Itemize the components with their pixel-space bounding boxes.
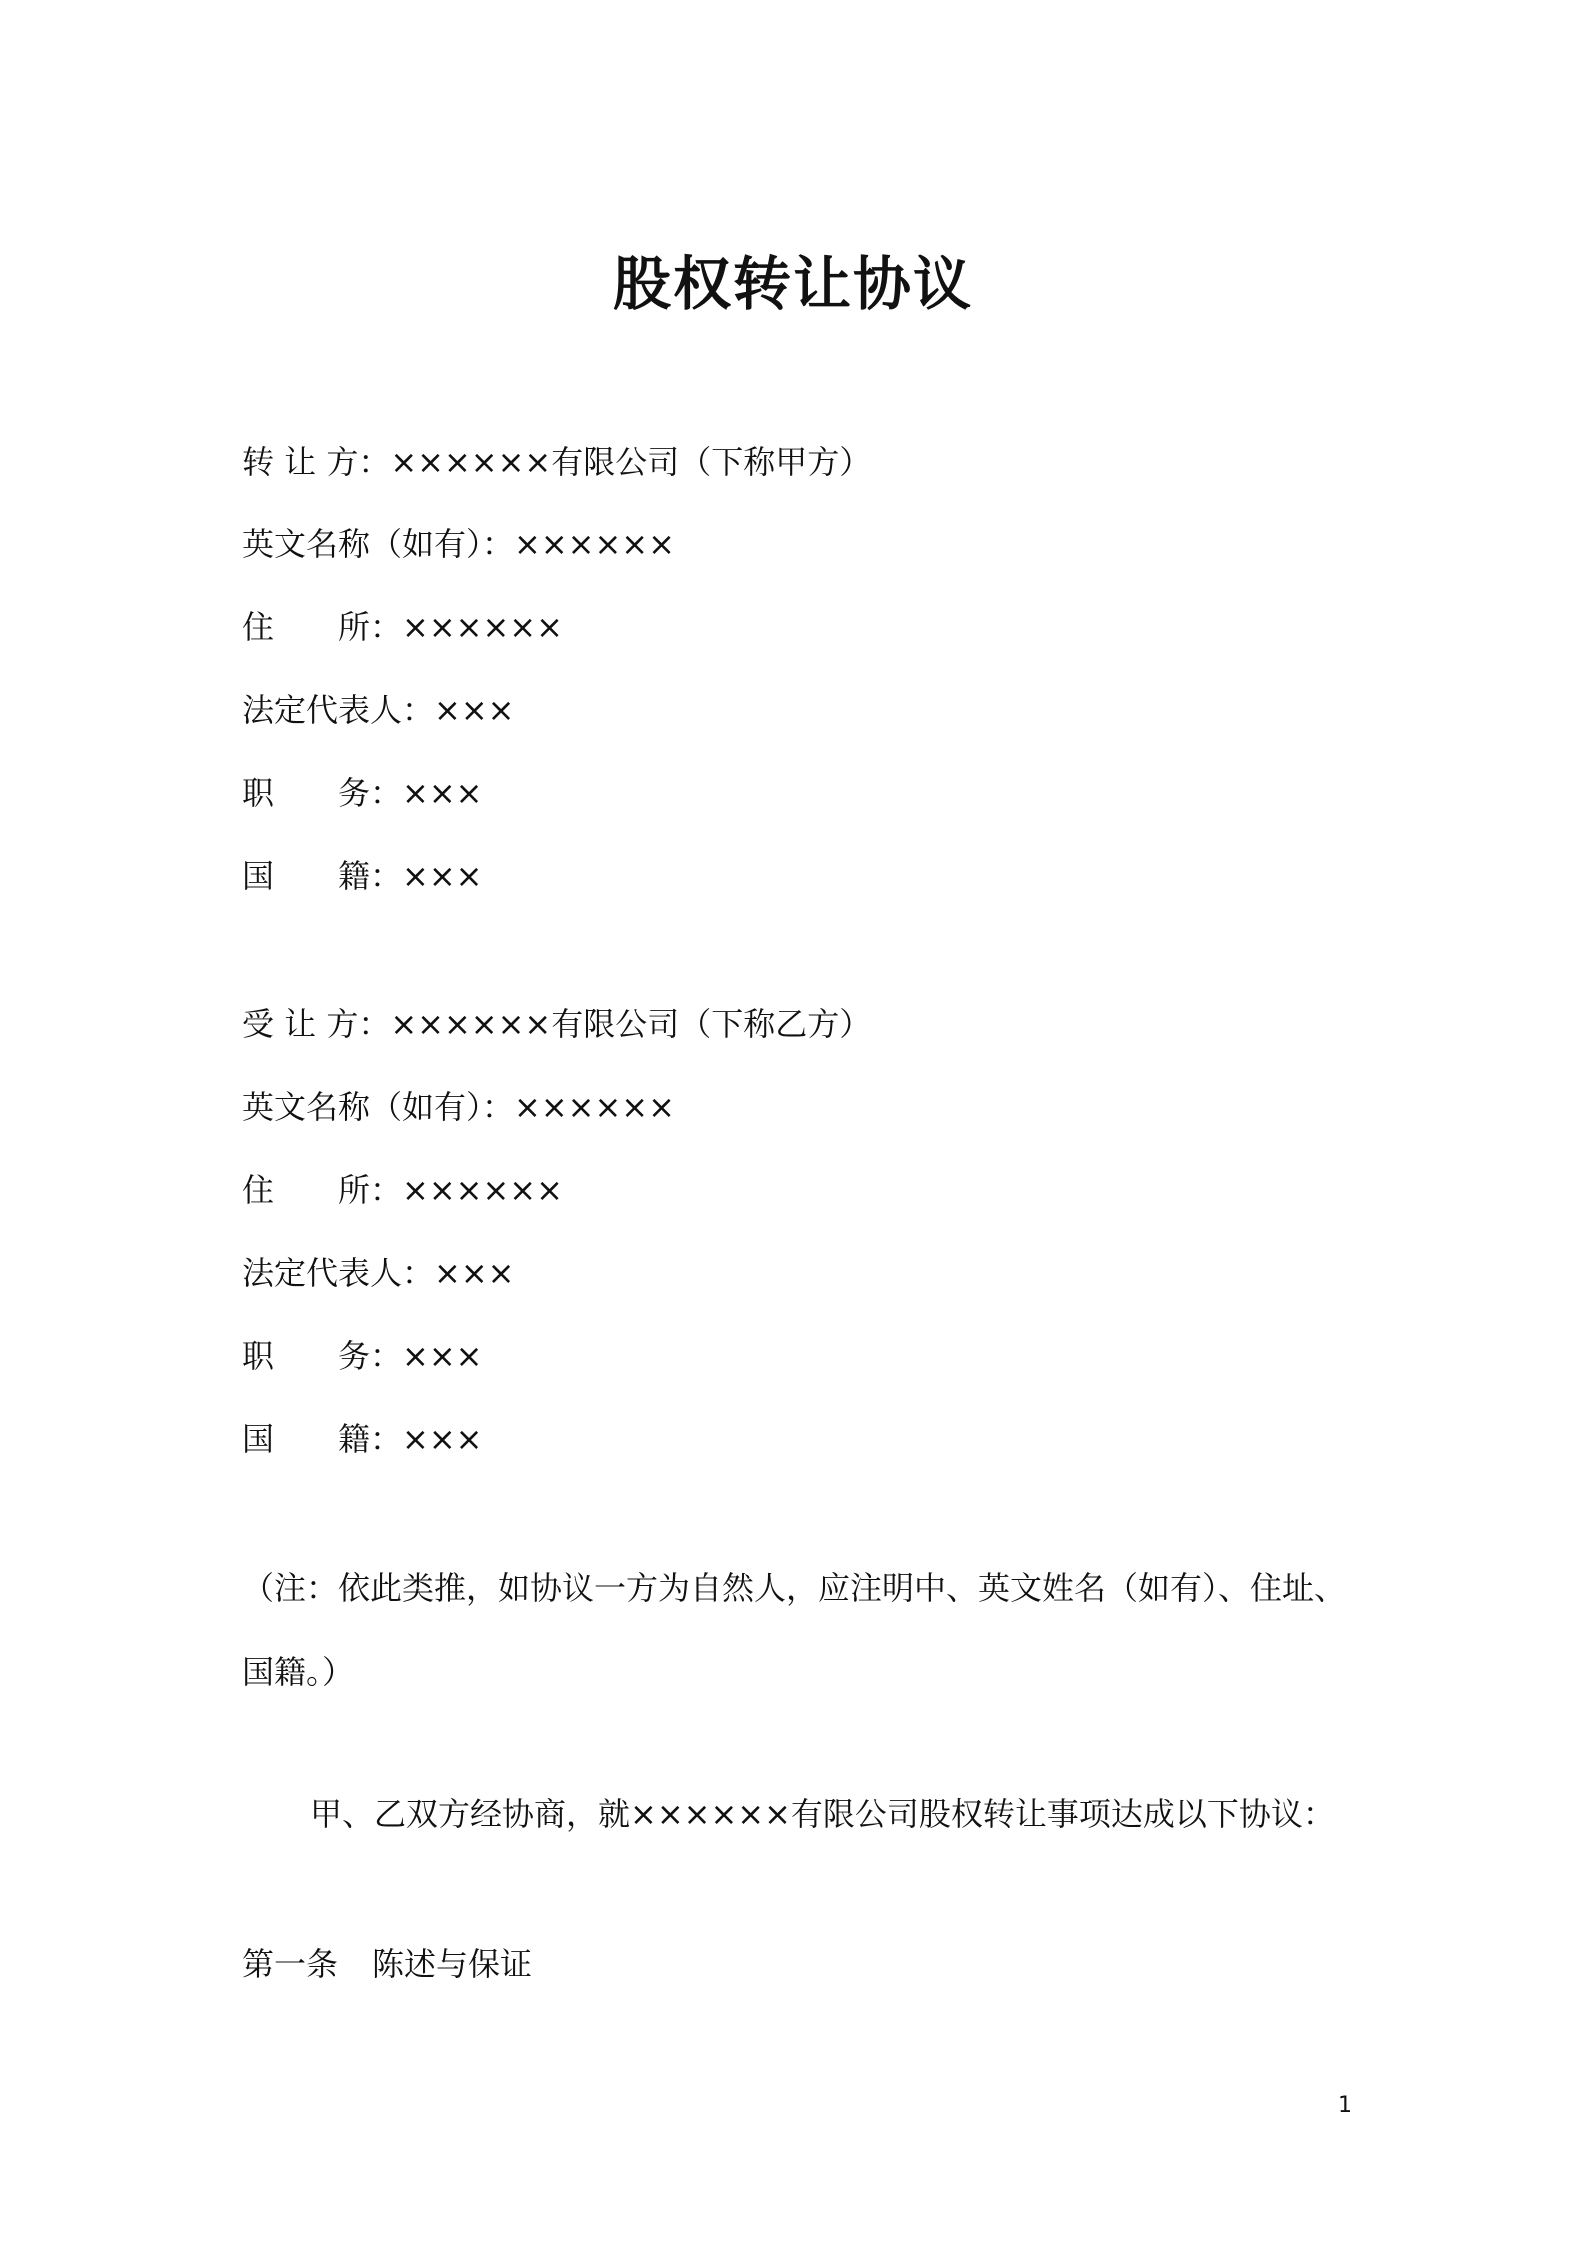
transferor-name-label: 转 让 方： bbox=[242, 443, 391, 481]
transferee-nationality-label: 国 籍： bbox=[242, 1420, 403, 1458]
transferor-address-value: ×××××× bbox=[402, 608, 563, 646]
transferor-english-line bbox=[242, 522, 675, 566]
transferee-rep-label: 法定代表人： bbox=[242, 1254, 435, 1292]
transferee-position-label: 职 务： bbox=[242, 1337, 403, 1375]
transferee-address-line bbox=[242, 1168, 563, 1212]
transferee-name-label: 受 让 方： bbox=[242, 1005, 391, 1043]
transferor-position-line bbox=[242, 771, 482, 815]
transferee-name-value: ××××××有限公司（下称乙方） bbox=[390, 1005, 872, 1043]
transferee-nationality-value: ××× bbox=[402, 1420, 483, 1458]
article-number: 第一条 bbox=[242, 1945, 339, 1983]
transferor-nationality-value: ××× bbox=[402, 857, 483, 895]
transferee-nationality-line bbox=[242, 1417, 482, 1461]
transferee-rep-line bbox=[242, 1251, 514, 1295]
transferee-address-label: 住 所： bbox=[242, 1171, 403, 1209]
transferee-english-value: ×××××× bbox=[514, 1088, 675, 1126]
document-title: 股权转让协议 bbox=[612, 250, 973, 318]
transferor-rep-value: ××× bbox=[434, 691, 515, 729]
transferor-english-value: ×××××× bbox=[514, 525, 675, 563]
transferor-address-label: 住 所： bbox=[242, 608, 403, 646]
transferor-address-line bbox=[242, 605, 563, 649]
transferee-name-line bbox=[242, 1002, 871, 1046]
article-title: 陈述与保证 bbox=[372, 1945, 533, 1983]
intro-paragraph: 甲、乙双方经协商，就××××××有限公司股权转让事项达成以下协议： bbox=[310, 1795, 1335, 1833]
page-number: 1 bbox=[1338, 2093, 1352, 2118]
transferor-position-value: ××× bbox=[402, 774, 483, 812]
transferee-english-label: 英文名称（如有）： bbox=[242, 1088, 515, 1126]
transferor-rep-line bbox=[242, 688, 514, 732]
transferor-position-label: 职 务： bbox=[242, 774, 403, 812]
transferee-position-line bbox=[242, 1334, 482, 1378]
transferor-rep-label: 法定代表人： bbox=[242, 691, 435, 729]
transferor-name-line bbox=[242, 440, 871, 484]
transferee-address-value: ×××××× bbox=[402, 1171, 563, 1209]
transferee-english-line bbox=[242, 1085, 675, 1129]
transferor-english-label: 英文名称（如有）： bbox=[242, 525, 515, 563]
transferor-name-value: ××××××有限公司（下称甲方） bbox=[390, 443, 872, 481]
transferor-nationality-line bbox=[242, 854, 482, 898]
transferor-nationality-label: 国 籍： bbox=[242, 857, 403, 895]
article-heading bbox=[242, 1942, 532, 1986]
note-paragraph: （注：依此类推，如协议一方为自然人，应注明中、英文姓名（如有）、住址、国籍。） bbox=[242, 1569, 1347, 1691]
transferee-rep-value: ××× bbox=[434, 1254, 515, 1292]
transferee-position-value: ××× bbox=[402, 1337, 483, 1375]
